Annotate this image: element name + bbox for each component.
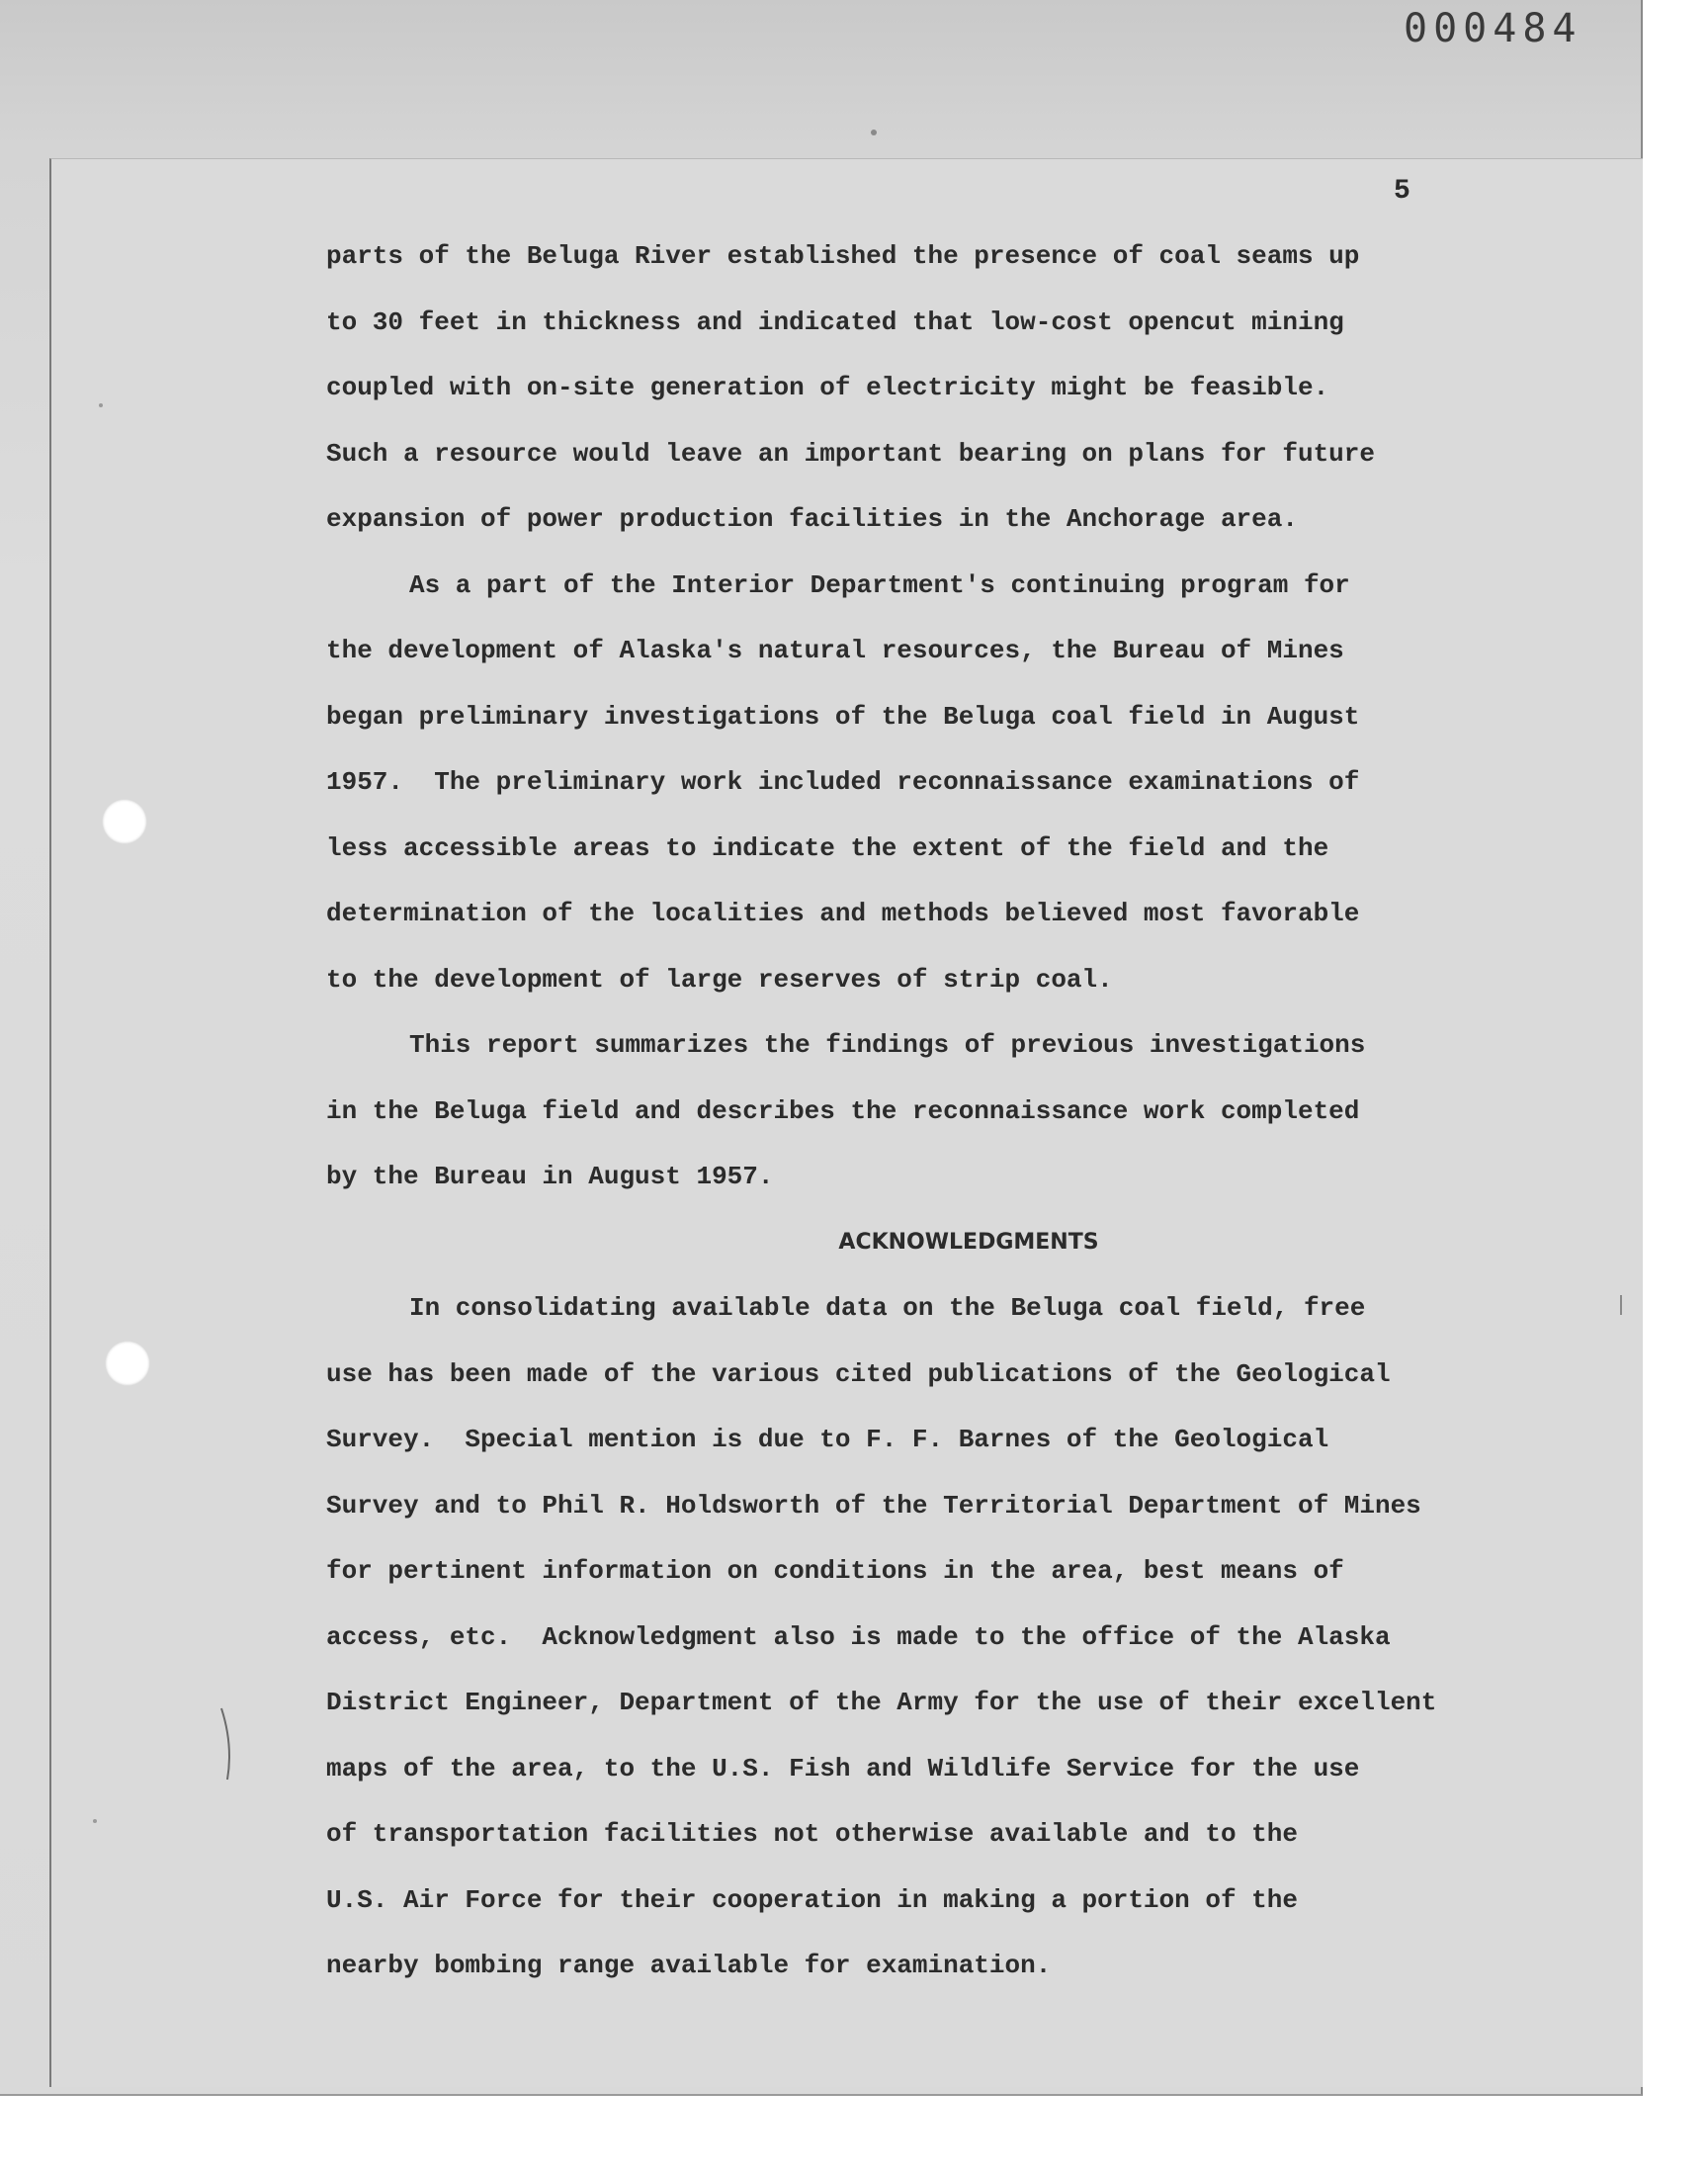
text-line: the development of Alaska's natural resources, the Bureau of Mines	[326, 636, 1344, 665]
document-number: 000484	[1404, 6, 1582, 51]
text-line: parts of the Beluga River established the presence of coal seams up	[326, 241, 1360, 271]
text-line: Survey and to Phil R. Holdsworth of the Territorial Department of Mines	[326, 1490, 1421, 1521]
text-line: less accessible areas to indicate the extent of the field and the	[326, 832, 1329, 863]
text-line: in the Beluga field and describes the reconnaissance work completed	[326, 1095, 1360, 1126]
text-line: 1957. The preliminary work included reconnaissance examinations of	[326, 767, 1360, 797]
text-line: In consolidating available data on the Beluga coal field, free	[409, 1293, 1366, 1323]
text-line: to 30 feet in thickness and indicated that low-cost opencut mining	[326, 306, 1344, 337]
text-line: As a part of the Interior Department's continuing program for	[409, 569, 1350, 600]
body-text	[326, 223, 1542, 1999]
text-line: coupled with on-site generation of electricity might be feasible.	[326, 373, 1329, 402]
text-line: by the Bureau in August 1957.	[326, 1162, 774, 1191]
text-line: access, etc. Acknowledgment also is made to the office of the Alaska	[326, 1621, 1391, 1652]
text-line: Such a resource would leave an important bearing on plans for future	[326, 438, 1375, 469]
text-line: for pertinent information on conditions in the area, best means of	[326, 1556, 1344, 1586]
text-line: use has been made of the various cited publications of the Geological	[326, 1358, 1391, 1389]
text-line: to the development of large reserves of strip coal.	[326, 964, 1113, 995]
text-line: nearby bombing range available for examination.	[326, 1951, 1052, 1980]
text-line: expansion of power production facilities in the Anchorage area.	[326, 504, 1298, 534]
text-line: Survey. Special mention is due to F. F. Barnes of the Geological	[326, 1425, 1329, 1454]
text-line: began preliminary investigations of the Beluga coal field in August	[326, 701, 1360, 732]
text-line: U.S. Air Force for their cooperation in making a portion of the	[326, 1884, 1298, 1915]
text-line: maps of the area, to the U.S. Fish and Wildlife Service for the use	[326, 1753, 1360, 1784]
text-line: determination of the localities and methods believed most favorable	[326, 899, 1360, 928]
text-line: This report summarizes the findings of previous investigations	[409, 1030, 1366, 1060]
text-line: of transportation facilities not otherwise available and to the	[326, 1819, 1298, 1849]
page-number: 5	[1394, 176, 1410, 207]
text-line: District Engineer, Department of the Army for the use of their excellent	[326, 1688, 1437, 1717]
section-heading: ACKNOWLEDGMENTS	[838, 1229, 1099, 1255]
